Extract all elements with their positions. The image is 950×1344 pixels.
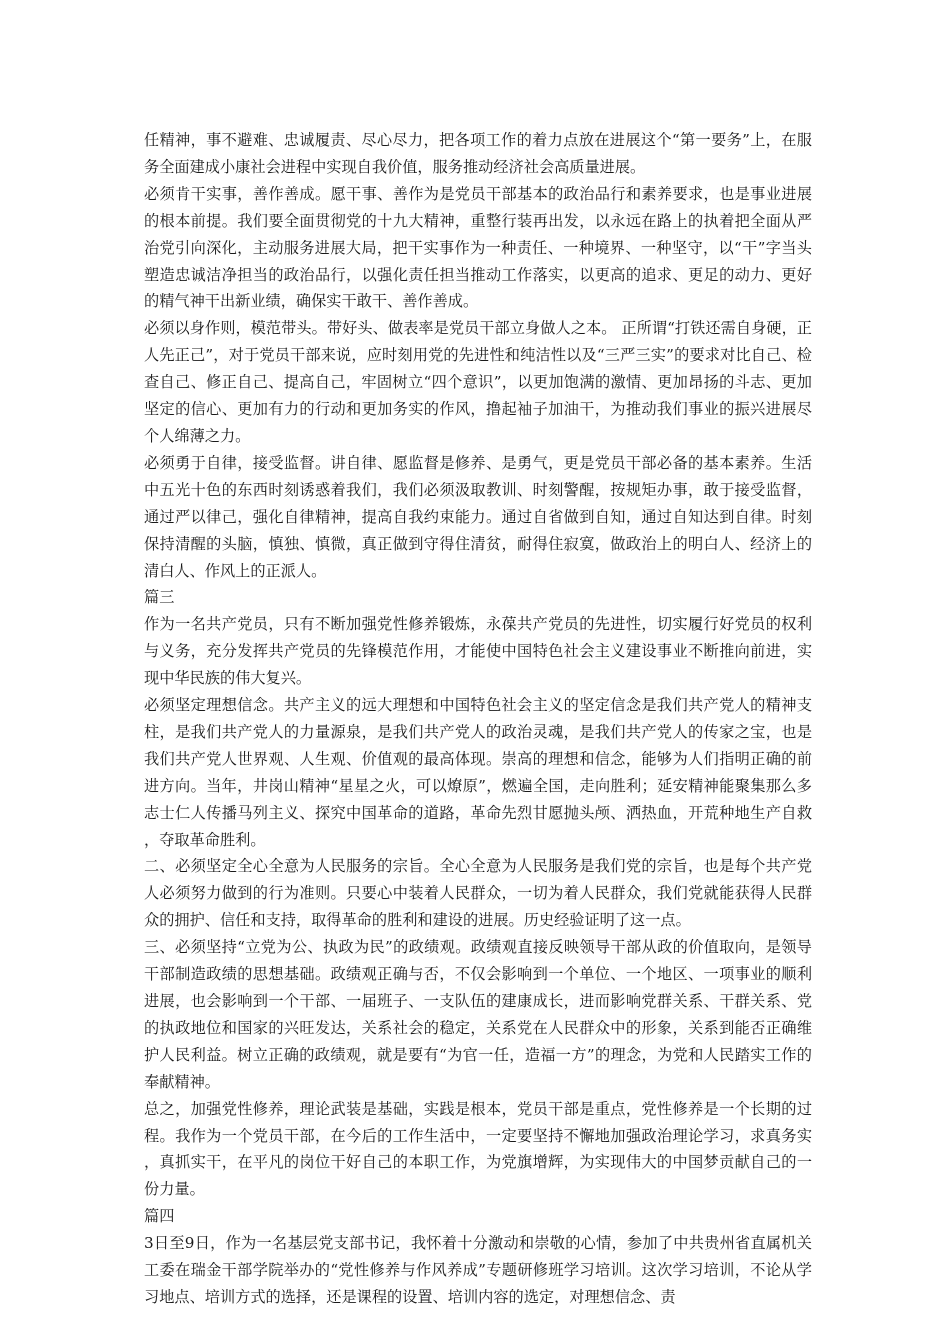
paragraph-performance-view: 三、必须坚持“立党为公、执政为民”的政绩观。政绩观直接反映领导干部从政的价值取向，是领导干部制造政绩的思想基础。政绩观正确与否，不仅会影响到一个单位、一个地区、一项事业的顺利进展，也会影响到一个干部、一届班子、一支队伍的建康成长，进而影响党群关系、干群关系、党的执政地位和国家的兴旺发达，关系社会的稳定，关系党在人民群众中的形象，关系到能否正确维护人民利益。树立正确的政绩观，就是要有“为官一任，造福一方”的理念，为党和人民踏实工作的奉献精神。 [144,938,812,1091]
section-heading-part-four: 篇四 [144,1207,175,1226]
paragraph-ideals-beliefs: 必须坚定理想信念。共产主义的远大理想和中国特色社会主义的坚定信念是我们共产党人的精神支柱，是我们共产党人的力量源泉，是我们共产党人的政治灵魂，是我们共产党人的传家之宝，也是我们共产党人世界观、人生观、价值观的最高体现。崇高的理想和信念，能够为人们指明正确的前进方向。当年，井岗山精神“星星之火，可以燎原”，燃遍全国，走向胜利；延安精神能聚集那么多志士仁人传播马列主义、探究中国革命的道路，革命先烈甘愿抛头颅、洒热血，开荒种地生产自救，夺取革命胜利。 [144,696,812,849]
paragraph-party-member-intro: 作为一名共产党员，只有不断加强党性修养锻炼，永葆共产党员的先进性，切实履行好党员的权利与义务，充分发挥共产党员的先锋模范作用，才能使中国特色社会主义建设事业不断推向前进，实现中华民族的伟大复兴。 [144,615,812,688]
paragraph-serve-the-people: 二、必须坚定全心全意为人民服务的宗旨。全心全意为人民服务是我们党的宗旨，也是每个共产党人必须努力做到的行为准则。只要心中装着人民群众，一切为着人民群众，我们党就能获得人民群众的拥护、信任和支持，取得革命的胜利和建设的进展。历史经验证明了这一点。 [144,857,812,930]
paragraph-lead-by-example: 必须以身作则，模范带头。带好头、做表率是党员干部立身做人之本。 正所谓“打铁还需自身硬，正人先正己”，对于党员干部来说，应时刻用党的先进性和纯洁性以及“三严三实”的要求对比自己、检查自己、修正自己、提高自己，牢固树立“四个意识”，以更加饱满的激情、更加昂扬的斗志、更加坚定的信心、更加有力的行动和更加务实的作风，撸起袖子加油干，为推动我们事业的振兴进展尽个人绵薄之力。 [144,319,812,445]
paragraph-responsibility-spirit: 任精神，事不避难、忠诚履责、尽心尽力，把各项工作的着力点放在进展这个“第一要务”上，在服务全面建成小康社会进程中实现自我价值，服务推动经济社会高质量进展。 [144,131,812,176]
document-page [144,127,812,1311]
paragraph-training-intro: 3日至9日，作为一名基层党支部书记，我怀着十分激动和崇敬的心情，参加了中共贵州省直属机关工委在瑞金干部学院举办的“党性修养与作风养成”专题研修班学习培训。这次学习培训，不论从学习地点、培训方式的选择，还是课程的设置、培训内容的选定，对理想信念、责 [144,1234,812,1306]
paragraph-self-discipline: 必须勇于自律，接受监督。讲自律、愿监督是修养、是勇气，更是党员干部必备的基本素养。生活中五光十色的东西时刻诱惑着我们，我们必须汲取教训、时刻警醒，按规矩办事，敢于接受监督，通过严以律己，强化自律精神，提高自我约束能力。通过自省做到自知，通过自知达到自律。时刻保持清醒的头脑，慎独、慎微，真正做到守得住清贫，耐得住寂寞，做政治上的明白人、经济上的清白人、作风上的正派人。 [144,453,812,580]
paragraph-hard-work: 必须肯干实事，善作善成。愿干事、善作为是党员干部基本的政治品行和素养要求，也是事业进展的根本前提。我们要全面贯彻党的十九大精神，重整行装再出发，以永远在路上的执着把全面从严治党引向深化，主动服务进展大局，把干实事作为一种责任、一种境界、一种坚守，以“干”字当头塑造忠诚洁净担当的政治品行，以强化责任担当推动工作落实，以更高的追求、更足的动力、更好的精气神干出新业绩，确保实干敢干、善作善成。 [144,184,812,311]
section-heading-part-three: 篇三 [144,588,175,607]
paragraph-conclusion: 总之，加强党性修养，理论武装是基础，实践是根本，党员干部是重点，党性修养是一个长期的过程。我作为一个党员干部，在今后的工作生活中，一定要坚持不懈地加强政治理论学习，求真务实，真抓实干，在平凡的岗位干好自己的本职工作，为党旗增辉，为实现伟大的中国梦贡献自己的一份力量。 [144,1099,812,1199]
